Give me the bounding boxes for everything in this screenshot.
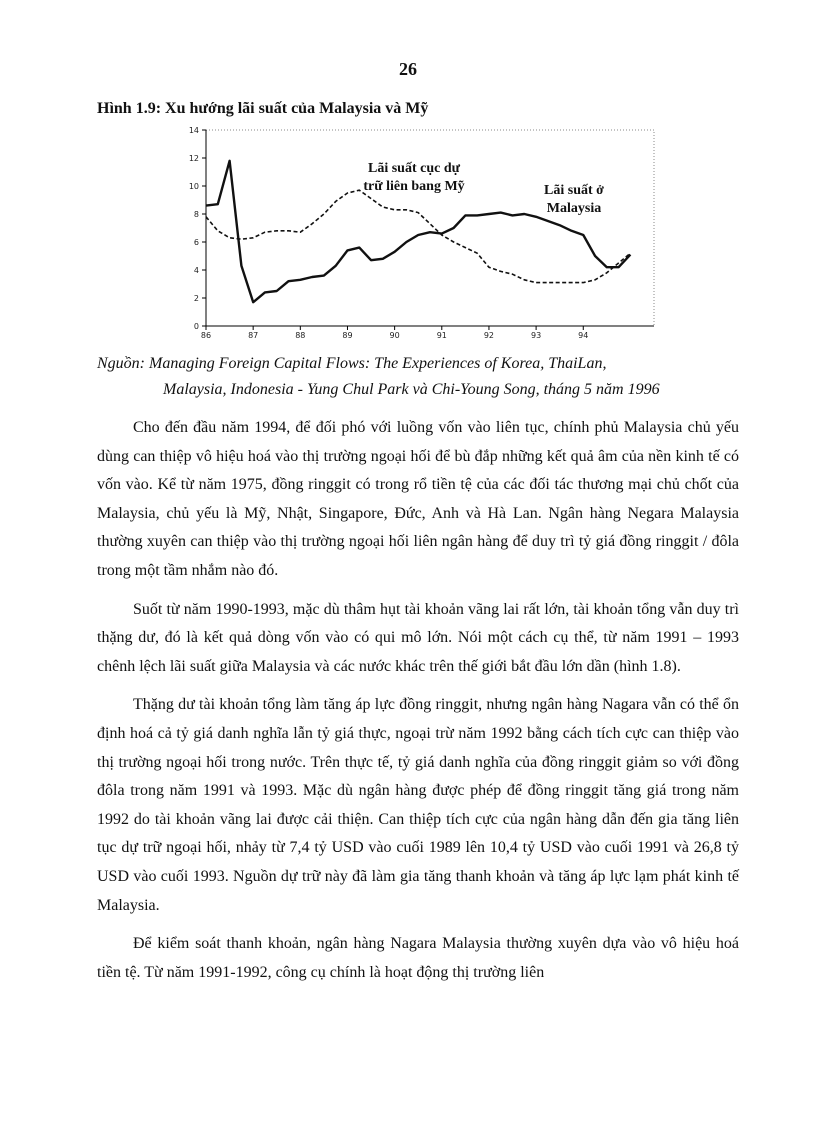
x-tick-label: 88 [295, 331, 306, 340]
paragraph: Thặng dư tài khoản tổng làm tăng áp lực đồng ringgit, nhưng ngân hàng Nagara vẫn có thể ổn định hoá cả tỷ giá danh nghĩa lẫn tỷ giá thực, ngoại trừ năm 1992 bằng cách tích cực can thiệp vào thị trường ngoại hối trong nước. Trên thực tế, tỷ giá danh nghĩa của đồng ringgit giảm so với đồng đôla trong năm 1991 và 1993. Mặc dù ngân hàng được phép để đồng ringgit tăng giá trong năm 1992 do tài khoản vãng lai được cải thiện. Can thiệp tích cực của ngân hàng dẫn đến gia tăng liên tục dự trữ ngoại hối, nhảy từ 7,4 tỷ USD vào cuối 1989 lên 10,4 tỷ USD vào cuối 1991 và 26,8 tỷ USD vào cuối 1993. Nguồn dự trữ này đã làm gia tăng thanh khoản và tăng áp lực lạm phát kinh tế Malaysia. [97, 696, 739, 914]
y-tick-label: 4 [193, 266, 199, 275]
chart-annotation: Lãi suất cục dự [367, 161, 461, 176]
source-note [97, 351, 737, 403]
x-tick-label: 93 [531, 331, 542, 340]
y-tick-label: 6 [193, 238, 199, 247]
paragraph: Suốt từ năm 1990-1993, mặc dù thâm hụt tài khoản vãng lai rất lớn, tài khoản tổng vẫn duy trì thặng dư, đó là kết quả dòng vốn vào có qui mô lớn. Nói một cách cụ thể, từ năm 1991 – 1993 chênh lệch lãi suất giữa Malaysia và các nước khác trên thế giới bắt đầu lớn dần (hình 1.8). [97, 600, 739, 675]
chart-svg [178, 122, 660, 342]
source-line-2: Malaysia, Indonesia - Yung Chul Park và Chi-Young Song, tháng 5 năm 1996 [163, 381, 660, 398]
chart-annotation: Malaysia [546, 201, 602, 216]
y-tick-label: 8 [193, 210, 199, 219]
y-tick-label: 0 [193, 322, 199, 331]
y-tick-label: 12 [188, 154, 199, 163]
x-tick-label: 94 [578, 331, 589, 340]
y-tick-label: 2 [193, 294, 199, 303]
y-tick-label: 10 [188, 182, 199, 191]
x-tick-label: 90 [389, 331, 400, 340]
x-tick-label: 87 [248, 331, 259, 340]
interest-rate-chart [178, 122, 660, 342]
body-text [97, 414, 739, 997]
paragraph: Để kiểm soát thanh khoản, ngân hàng Nagara Malaysia thường xuyên dựa vào vô hiệu hoá tiền tệ. Từ năm 1991-1992, công cụ chính là hoạt động thị trường liên [97, 935, 739, 981]
x-tick-label: 92 [483, 331, 495, 340]
figure-caption: Hình 1.9: Xu hướng lãi suất của Malaysia và Mỹ [97, 100, 429, 117]
chart-annotation: trữ liên bang Mỹ [363, 179, 465, 194]
x-tick-label: 91 [436, 331, 447, 340]
x-tick-label: 89 [342, 331, 353, 340]
source-line-1: Nguồn: Managing Foreign Capital Flows: The Experiences of Korea, ThaiLan, [97, 355, 607, 372]
y-tick-label: 14 [188, 126, 199, 135]
x-tick-label: 86 [200, 331, 212, 340]
page-number: 26 [399, 59, 417, 79]
paragraph: Cho đến đầu năm 1994, để đối phó với luồng vốn vào liên tục, chính phủ Malaysia chủ yếu dùng can thiệp vô hiệu hoá vào thị trường ngoại hối để bù đắp những kết quả âm của nền kinh tế có vốn vào. Kể từ năm 1975, đồng ringgit có trong rổ tiền tệ của các đối tác thương mại chủ chốt của Malaysia, chủ yếu là Mỹ, Nhật, Singapore, Đức, Anh và Hà Lan. Ngân hàng Negara Malaysia thường xuyên can thiệp vào thị trường ngoại hối liên ngân hàng để duy trì tỷ giá đồng ringgit / đôla trong một tầm nhắm nào đó. [97, 419, 739, 579]
plot-frame [206, 130, 654, 326]
chart-annotation: Lãi suất ở [544, 183, 604, 198]
